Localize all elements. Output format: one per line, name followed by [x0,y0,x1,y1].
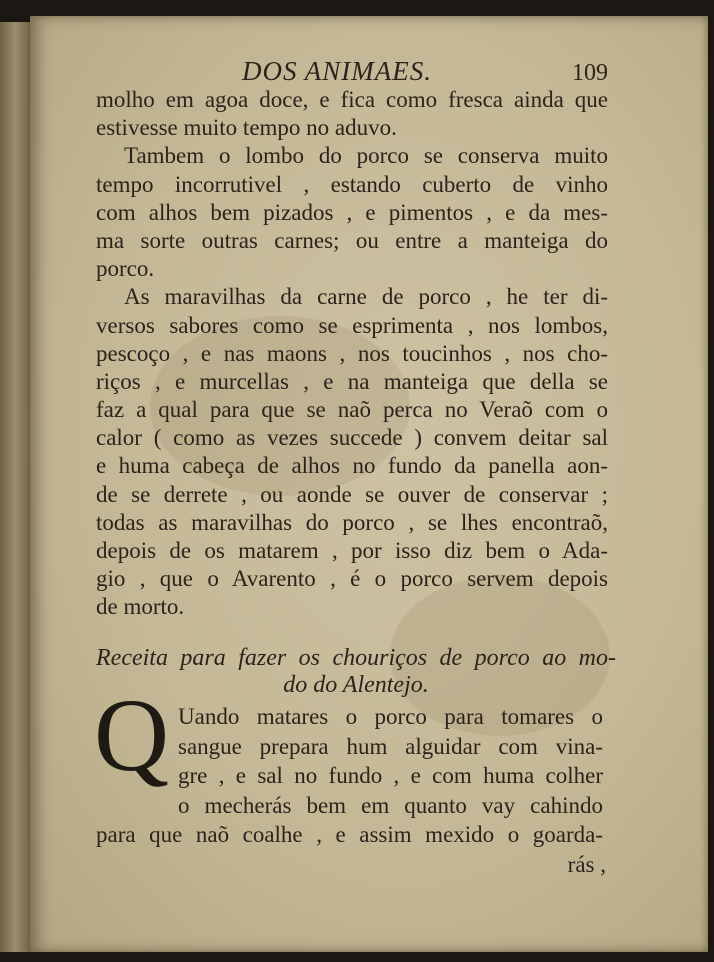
text-line: de se derrete , ou aonde se ouver de conservar ; [96,481,608,507]
text-line: ma sorte outras carnes; ou entre a manteiga do [96,227,608,253]
running-title: DOS ANIMAES. [242,56,432,86]
text-line: para que naõ coalhe , e assim mexido o goarda- [96,822,603,847]
text-line: o mecherás bem em quanto vay cahindo [178,792,603,818]
text-line: faz a qual para que se naõ perca no Veraõ com o [96,397,608,423]
text-line: gre , e sal no fundo , e com huma colher [178,763,603,788]
text-line: Tambem o lombo do porco se conserva muito [124,143,608,169]
text-line: sangue prepara hum alguidar com vina- [178,733,603,759]
recipe-text [96,820,603,850]
text-line: estivesse muito tempo no aduvo. [96,115,397,141]
recipe-heading-line: Receita para fazer os chouriços de porco ao mo- [96,645,616,671]
text-line: pescoço , e nas maons , nos toucinhos , nos cho- [96,340,608,366]
text-line: Uando matares o porco para tomares o [178,704,603,729]
body-text [96,86,608,622]
catchword: rás , [567,852,606,877]
text-line: depois de os matarem , por isso diz bem o Ada- [96,538,608,563]
text-line: e huma cabeça de alhos no fundo da panella aon- [96,453,608,479]
text-line: de morto. [96,594,185,620]
text-line: todas as maravilhas do porco , se lhes encontraõ, [96,509,608,535]
text-line: porco. [96,256,155,282]
drop-cap: Q [94,678,170,793]
text-line: molho em agoa doce, e fica como fresca ainda que [96,87,608,112]
text-line: versos sabores como se esprimenta , nos lombos, [96,312,608,338]
text-line: riços , e murcellas , e na manteiga que della se [96,368,608,394]
book-gutter [0,22,34,952]
recipe-heading-line: do do Alentejo. [283,672,429,698]
text-line: gio , que o Avarento , é o porco servem depois [96,566,608,592]
text-line: com alhos bem pizados , e pimentos , e da mes- [96,199,608,225]
recipe-text-indented [178,702,603,820]
text-line: As maravilhas da carne de porco , he ter di- [124,284,608,310]
recipe-heading [96,645,616,699]
text-line: tempo incorrutivel , estando cuberto de vinho [96,171,608,197]
text-line: calor ( como as vezes succede ) convem deitar sal [96,425,608,451]
page-number: 109 [572,60,608,86]
